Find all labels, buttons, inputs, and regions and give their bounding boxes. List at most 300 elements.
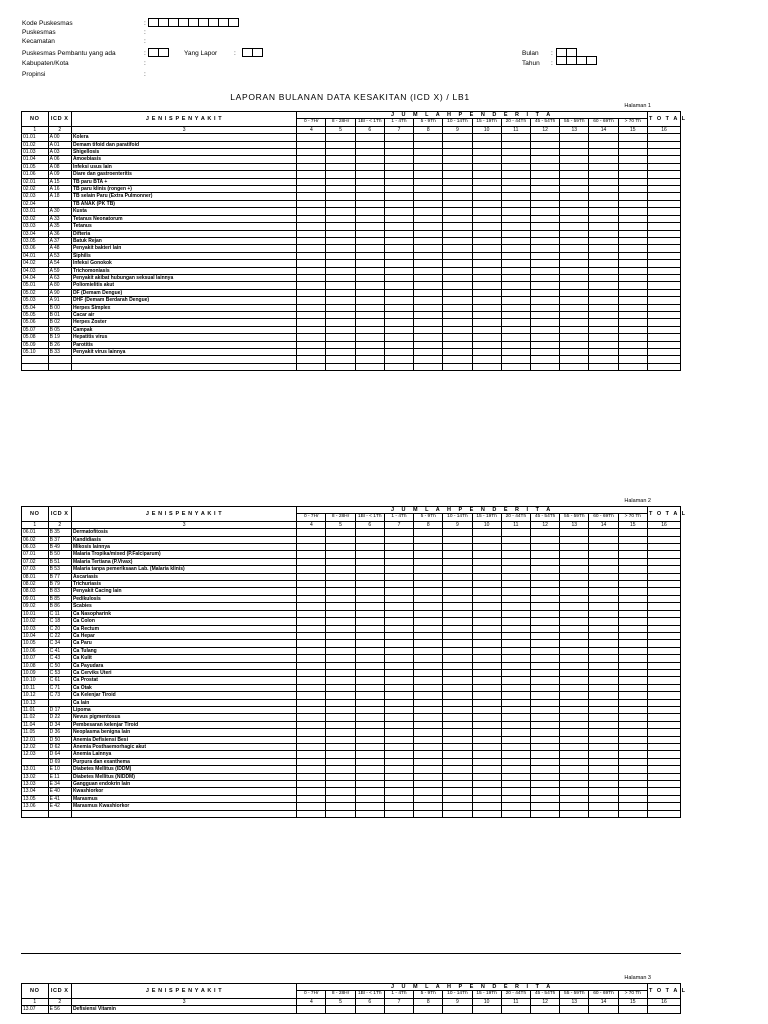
- count-cell[interactable]: [384, 795, 413, 802]
- count-cell[interactable]: [647, 186, 680, 193]
- count-cell[interactable]: [618, 773, 647, 780]
- count-cell[interactable]: [560, 781, 589, 788]
- count-cell[interactable]: [530, 252, 559, 259]
- count-cell[interactable]: [501, 595, 530, 602]
- count-cell[interactable]: [560, 714, 589, 721]
- count-cell[interactable]: [384, 529, 413, 536]
- count-cell[interactable]: [355, 677, 384, 684]
- count-cell[interactable]: [647, 356, 680, 363]
- count-cell[interactable]: [647, 282, 680, 289]
- count-cell[interactable]: [297, 706, 326, 713]
- count-cell[interactable]: [384, 773, 413, 780]
- count-cell[interactable]: [384, 640, 413, 647]
- count-cell[interactable]: [560, 529, 589, 536]
- count-cell[interactable]: [414, 655, 443, 662]
- count-cell[interactable]: [647, 595, 680, 602]
- count-cell[interactable]: [618, 618, 647, 625]
- count-cell[interactable]: [297, 297, 326, 304]
- count-cell[interactable]: [326, 595, 355, 602]
- count-cell[interactable]: [589, 699, 618, 706]
- count-cell[interactable]: [472, 781, 501, 788]
- count-cell[interactable]: [560, 551, 589, 558]
- count-cell[interactable]: [355, 141, 384, 148]
- count-cell[interactable]: [472, 237, 501, 244]
- count-cell[interactable]: [647, 714, 680, 721]
- count-cell[interactable]: [501, 260, 530, 267]
- count-cell[interactable]: [472, 260, 501, 267]
- count-cell[interactable]: [355, 356, 384, 363]
- count-cell[interactable]: [560, 1006, 589, 1013]
- count-cell[interactable]: [443, 662, 472, 669]
- count-cell[interactable]: [384, 341, 413, 348]
- count-cell[interactable]: [647, 795, 680, 802]
- count-cell[interactable]: [647, 223, 680, 230]
- count-cell[interactable]: [647, 744, 680, 751]
- count-cell[interactable]: [530, 282, 559, 289]
- count-cell[interactable]: [501, 736, 530, 743]
- count-cell[interactable]: [355, 363, 384, 370]
- count-cell[interactable]: [589, 684, 618, 691]
- count-cell[interactable]: [355, 149, 384, 156]
- count-cell[interactable]: [618, 267, 647, 274]
- count-cell[interactable]: [589, 134, 618, 141]
- count-cell[interactable]: [297, 1006, 326, 1013]
- count-cell[interactable]: [530, 156, 559, 163]
- count-cell[interactable]: [297, 200, 326, 207]
- count-cell[interactable]: [443, 766, 472, 773]
- count-cell[interactable]: [647, 781, 680, 788]
- count-cell[interactable]: [326, 363, 355, 370]
- count-cell[interactable]: [384, 267, 413, 274]
- count-cell[interactable]: [414, 252, 443, 259]
- count-cell[interactable]: [355, 573, 384, 580]
- count-cell[interactable]: [589, 356, 618, 363]
- count-cell[interactable]: [501, 267, 530, 274]
- count-cell[interactable]: [560, 566, 589, 573]
- count-cell[interactable]: [443, 706, 472, 713]
- count-cell[interactable]: [355, 595, 384, 602]
- count-cell[interactable]: [618, 134, 647, 141]
- count-cell[interactable]: [589, 223, 618, 230]
- count-cell[interactable]: [414, 581, 443, 588]
- count-cell[interactable]: [414, 795, 443, 802]
- count-cell[interactable]: [414, 773, 443, 780]
- count-cell[interactable]: [530, 289, 559, 296]
- count-cell[interactable]: [589, 186, 618, 193]
- count-cell[interactable]: [355, 795, 384, 802]
- count-cell[interactable]: [530, 171, 559, 178]
- count-cell[interactable]: [297, 260, 326, 267]
- count-cell[interactable]: [297, 766, 326, 773]
- count-cell[interactable]: [384, 677, 413, 684]
- count-cell[interactable]: [530, 163, 559, 170]
- count-cell[interactable]: [443, 692, 472, 699]
- count-cell[interactable]: [443, 297, 472, 304]
- count-cell[interactable]: [297, 536, 326, 543]
- count-cell[interactable]: [501, 566, 530, 573]
- count-cell[interactable]: [443, 186, 472, 193]
- count-cell[interactable]: [355, 618, 384, 625]
- count-cell[interactable]: [326, 714, 355, 721]
- count-cell[interactable]: [647, 573, 680, 580]
- count-cell[interactable]: [530, 684, 559, 691]
- count-cell[interactable]: [472, 171, 501, 178]
- count-cell[interactable]: [355, 625, 384, 632]
- count-cell[interactable]: [443, 252, 472, 259]
- count-cell[interactable]: [647, 736, 680, 743]
- count-cell[interactable]: [472, 223, 501, 230]
- count-cell[interactable]: [355, 603, 384, 610]
- count-cell[interactable]: [443, 230, 472, 237]
- count-cell[interactable]: [326, 215, 355, 222]
- count-cell[interactable]: [501, 149, 530, 156]
- count-cell[interactable]: [414, 289, 443, 296]
- count-cell[interactable]: [443, 581, 472, 588]
- count-cell[interactable]: [384, 566, 413, 573]
- count-cell[interactable]: [647, 363, 680, 370]
- count-cell[interactable]: [355, 230, 384, 237]
- count-cell[interactable]: [472, 692, 501, 699]
- count-cell[interactable]: [560, 363, 589, 370]
- count-cell[interactable]: [297, 304, 326, 311]
- count-cell[interactable]: [530, 729, 559, 736]
- count-cell[interactable]: [618, 1006, 647, 1013]
- count-cell[interactable]: [355, 1006, 384, 1013]
- count-cell[interactable]: [297, 744, 326, 751]
- count-cell[interactable]: [618, 186, 647, 193]
- count-cell[interactable]: [384, 758, 413, 765]
- count-cell[interactable]: [647, 334, 680, 341]
- count-cell[interactable]: [501, 274, 530, 281]
- count-cell[interactable]: [647, 669, 680, 676]
- count-cell[interactable]: [560, 186, 589, 193]
- count-cell[interactable]: [618, 751, 647, 758]
- count-cell[interactable]: [589, 758, 618, 765]
- count-cell[interactable]: [326, 208, 355, 215]
- count-cell[interactable]: [443, 544, 472, 551]
- count-cell[interactable]: [530, 200, 559, 207]
- count-cell[interactable]: [472, 736, 501, 743]
- count-cell[interactable]: [297, 795, 326, 802]
- count-cell[interactable]: [355, 744, 384, 751]
- count-cell[interactable]: [355, 669, 384, 676]
- count-cell[interactable]: [384, 736, 413, 743]
- count-cell[interactable]: [530, 304, 559, 311]
- count-cell[interactable]: [414, 237, 443, 244]
- count-cell[interactable]: [472, 803, 501, 810]
- count-cell[interactable]: [530, 223, 559, 230]
- count-cell[interactable]: [326, 581, 355, 588]
- count-cell[interactable]: [326, 751, 355, 758]
- count-cell[interactable]: [384, 326, 413, 333]
- count-cell[interactable]: [560, 149, 589, 156]
- count-cell[interactable]: [384, 193, 413, 200]
- count-cell[interactable]: [355, 171, 384, 178]
- count-cell[interactable]: [530, 536, 559, 543]
- count-cell[interactable]: [501, 610, 530, 617]
- count-cell[interactable]: [355, 810, 384, 817]
- count-cell[interactable]: [443, 163, 472, 170]
- count-cell[interactable]: [355, 781, 384, 788]
- count-cell[interactable]: [355, 536, 384, 543]
- count-cell[interactable]: [443, 640, 472, 647]
- count-cell[interactable]: [326, 744, 355, 751]
- count-cell[interactable]: [647, 1006, 680, 1013]
- count-cell[interactable]: [589, 803, 618, 810]
- count-cell[interactable]: [326, 297, 355, 304]
- count-cell[interactable]: [560, 692, 589, 699]
- count-cell[interactable]: [618, 223, 647, 230]
- count-cell[interactable]: [384, 692, 413, 699]
- count-cell[interactable]: [472, 714, 501, 721]
- count-cell[interactable]: [414, 536, 443, 543]
- count-cell[interactable]: [414, 721, 443, 728]
- count-cell[interactable]: [501, 178, 530, 185]
- count-cell[interactable]: [618, 588, 647, 595]
- count-cell[interactable]: [326, 766, 355, 773]
- count-cell[interactable]: [355, 766, 384, 773]
- count-cell[interactable]: [384, 252, 413, 259]
- count-cell[interactable]: [326, 186, 355, 193]
- count-cell[interactable]: [589, 260, 618, 267]
- count-cell[interactable]: [618, 610, 647, 617]
- count-cell[interactable]: [414, 736, 443, 743]
- count-cell[interactable]: [355, 529, 384, 536]
- count-cell[interactable]: [560, 326, 589, 333]
- count-cell[interactable]: [530, 632, 559, 639]
- count-cell[interactable]: [501, 662, 530, 669]
- count-cell[interactable]: [560, 558, 589, 565]
- count-cell[interactable]: [647, 558, 680, 565]
- count-cell[interactable]: [530, 363, 559, 370]
- count-cell[interactable]: [647, 610, 680, 617]
- count-cell[interactable]: [297, 692, 326, 699]
- count-cell[interactable]: [501, 655, 530, 662]
- count-cell[interactable]: [414, 588, 443, 595]
- count-cell[interactable]: [326, 610, 355, 617]
- count-cell[interactable]: [355, 662, 384, 669]
- count-cell[interactable]: [297, 223, 326, 230]
- count-cell[interactable]: [384, 163, 413, 170]
- count-cell[interactable]: [530, 149, 559, 156]
- count-cell[interactable]: [618, 311, 647, 318]
- count-cell[interactable]: [560, 803, 589, 810]
- count-cell[interactable]: [414, 245, 443, 252]
- count-cell[interactable]: [472, 625, 501, 632]
- count-cell[interactable]: [501, 319, 530, 326]
- count-cell[interactable]: [355, 610, 384, 617]
- count-cell[interactable]: [618, 282, 647, 289]
- count-cell[interactable]: [443, 655, 472, 662]
- count-cell[interactable]: [618, 625, 647, 632]
- count-cell[interactable]: [384, 363, 413, 370]
- count-cell[interactable]: [443, 134, 472, 141]
- count-cell[interactable]: [560, 640, 589, 647]
- count-cell[interactable]: [618, 252, 647, 259]
- count-cell[interactable]: [560, 721, 589, 728]
- count-cell[interactable]: [355, 215, 384, 222]
- count-cell[interactable]: [618, 595, 647, 602]
- count-cell[interactable]: [530, 603, 559, 610]
- count-cell[interactable]: [355, 684, 384, 691]
- count-cell[interactable]: [501, 193, 530, 200]
- count-cell[interactable]: [560, 603, 589, 610]
- count-cell[interactable]: [472, 640, 501, 647]
- count-cell[interactable]: [530, 245, 559, 252]
- count-cell[interactable]: [384, 536, 413, 543]
- count-cell[interactable]: [384, 156, 413, 163]
- count-cell[interactable]: [618, 714, 647, 721]
- count-cell[interactable]: [589, 141, 618, 148]
- count-cell[interactable]: [443, 699, 472, 706]
- count-cell[interactable]: [414, 692, 443, 699]
- count-cell[interactable]: [647, 632, 680, 639]
- count-cell[interactable]: [501, 751, 530, 758]
- count-cell[interactable]: [297, 341, 326, 348]
- count-cell[interactable]: [560, 736, 589, 743]
- count-cell[interactable]: [414, 647, 443, 654]
- count-cell[interactable]: [618, 655, 647, 662]
- count-cell[interactable]: [297, 334, 326, 341]
- count-cell[interactable]: [589, 729, 618, 736]
- count-cell[interactable]: [384, 588, 413, 595]
- count-cell[interactable]: [355, 803, 384, 810]
- count-cell[interactable]: [297, 721, 326, 728]
- count-cell[interactable]: [443, 282, 472, 289]
- count-cell[interactable]: [297, 758, 326, 765]
- count-cell[interactable]: [443, 618, 472, 625]
- count-cell[interactable]: [355, 223, 384, 230]
- count-cell[interactable]: [530, 544, 559, 551]
- count-cell[interactable]: [530, 595, 559, 602]
- count-cell[interactable]: [560, 141, 589, 148]
- count-cell[interactable]: [647, 341, 680, 348]
- count-cell[interactable]: [647, 618, 680, 625]
- count-cell[interactable]: [647, 178, 680, 185]
- count-cell[interactable]: [589, 551, 618, 558]
- count-cell[interactable]: [297, 193, 326, 200]
- count-cell[interactable]: [618, 297, 647, 304]
- tahun-boxes[interactable]: [557, 56, 597, 65]
- count-cell[interactable]: [589, 573, 618, 580]
- count-cell[interactable]: [560, 766, 589, 773]
- count-cell[interactable]: [472, 551, 501, 558]
- count-cell[interactable]: [472, 588, 501, 595]
- count-cell[interactable]: [501, 536, 530, 543]
- count-cell[interactable]: [618, 684, 647, 691]
- count-cell[interactable]: [355, 699, 384, 706]
- count-cell[interactable]: [647, 662, 680, 669]
- count-cell[interactable]: [326, 252, 355, 259]
- count-cell[interactable]: [560, 297, 589, 304]
- count-cell[interactable]: [589, 736, 618, 743]
- count-cell[interactable]: [414, 566, 443, 573]
- count-cell[interactable]: [589, 632, 618, 639]
- count-cell[interactable]: [355, 237, 384, 244]
- count-cell[interactable]: [618, 208, 647, 215]
- count-cell[interactable]: [355, 566, 384, 573]
- count-cell[interactable]: [443, 334, 472, 341]
- count-cell[interactable]: [560, 684, 589, 691]
- count-cell[interactable]: [530, 1006, 559, 1013]
- count-cell[interactable]: [647, 200, 680, 207]
- count-cell[interactable]: [560, 200, 589, 207]
- count-cell[interactable]: [501, 684, 530, 691]
- count-cell[interactable]: [414, 311, 443, 318]
- count-cell[interactable]: [472, 163, 501, 170]
- count-cell[interactable]: [560, 595, 589, 602]
- count-cell[interactable]: [472, 200, 501, 207]
- count-cell[interactable]: [618, 729, 647, 736]
- count-cell[interactable]: [560, 267, 589, 274]
- count-cell[interactable]: [355, 245, 384, 252]
- count-cell[interactable]: [297, 669, 326, 676]
- count-cell[interactable]: [384, 178, 413, 185]
- count-cell[interactable]: [443, 603, 472, 610]
- count-cell[interactable]: [443, 744, 472, 751]
- count-cell[interactable]: [560, 729, 589, 736]
- count-cell[interactable]: [326, 260, 355, 267]
- count-cell[interactable]: [443, 363, 472, 370]
- count-cell[interactable]: [414, 282, 443, 289]
- count-cell[interactable]: [560, 311, 589, 318]
- count-cell[interactable]: [384, 714, 413, 721]
- count-cell[interactable]: [414, 706, 443, 713]
- count-cell[interactable]: [414, 230, 443, 237]
- count-cell[interactable]: [384, 356, 413, 363]
- count-cell[interactable]: [384, 603, 413, 610]
- count-cell[interactable]: [414, 729, 443, 736]
- count-cell[interactable]: [297, 311, 326, 318]
- count-cell[interactable]: [472, 363, 501, 370]
- count-cell[interactable]: [384, 699, 413, 706]
- count-cell[interactable]: [297, 230, 326, 237]
- count-cell[interactable]: [560, 237, 589, 244]
- count-cell[interactable]: [355, 304, 384, 311]
- count-cell[interactable]: [560, 758, 589, 765]
- count-cell[interactable]: [414, 326, 443, 333]
- count-cell[interactable]: [414, 163, 443, 170]
- count-cell[interactable]: [530, 588, 559, 595]
- count-cell[interactable]: [560, 655, 589, 662]
- count-cell[interactable]: [326, 684, 355, 691]
- count-cell[interactable]: [530, 803, 559, 810]
- count-cell[interactable]: [647, 230, 680, 237]
- count-cell[interactable]: [589, 349, 618, 356]
- count-cell[interactable]: [618, 349, 647, 356]
- count-cell[interactable]: [560, 536, 589, 543]
- count-cell[interactable]: [472, 699, 501, 706]
- count-cell[interactable]: [589, 529, 618, 536]
- count-cell[interactable]: [618, 744, 647, 751]
- count-cell[interactable]: [443, 795, 472, 802]
- count-cell[interactable]: [472, 662, 501, 669]
- count-cell[interactable]: [443, 803, 472, 810]
- count-cell[interactable]: [472, 186, 501, 193]
- count-cell[interactable]: [647, 245, 680, 252]
- count-cell[interactable]: [589, 215, 618, 222]
- count-cell[interactable]: [501, 156, 530, 163]
- count-cell[interactable]: [414, 803, 443, 810]
- count-cell[interactable]: [647, 706, 680, 713]
- count-cell[interactable]: [443, 215, 472, 222]
- count-cell[interactable]: [443, 573, 472, 580]
- count-cell[interactable]: [618, 529, 647, 536]
- count-cell[interactable]: [501, 186, 530, 193]
- count-cell[interactable]: [501, 758, 530, 765]
- count-cell[interactable]: [647, 803, 680, 810]
- count-cell[interactable]: [618, 171, 647, 178]
